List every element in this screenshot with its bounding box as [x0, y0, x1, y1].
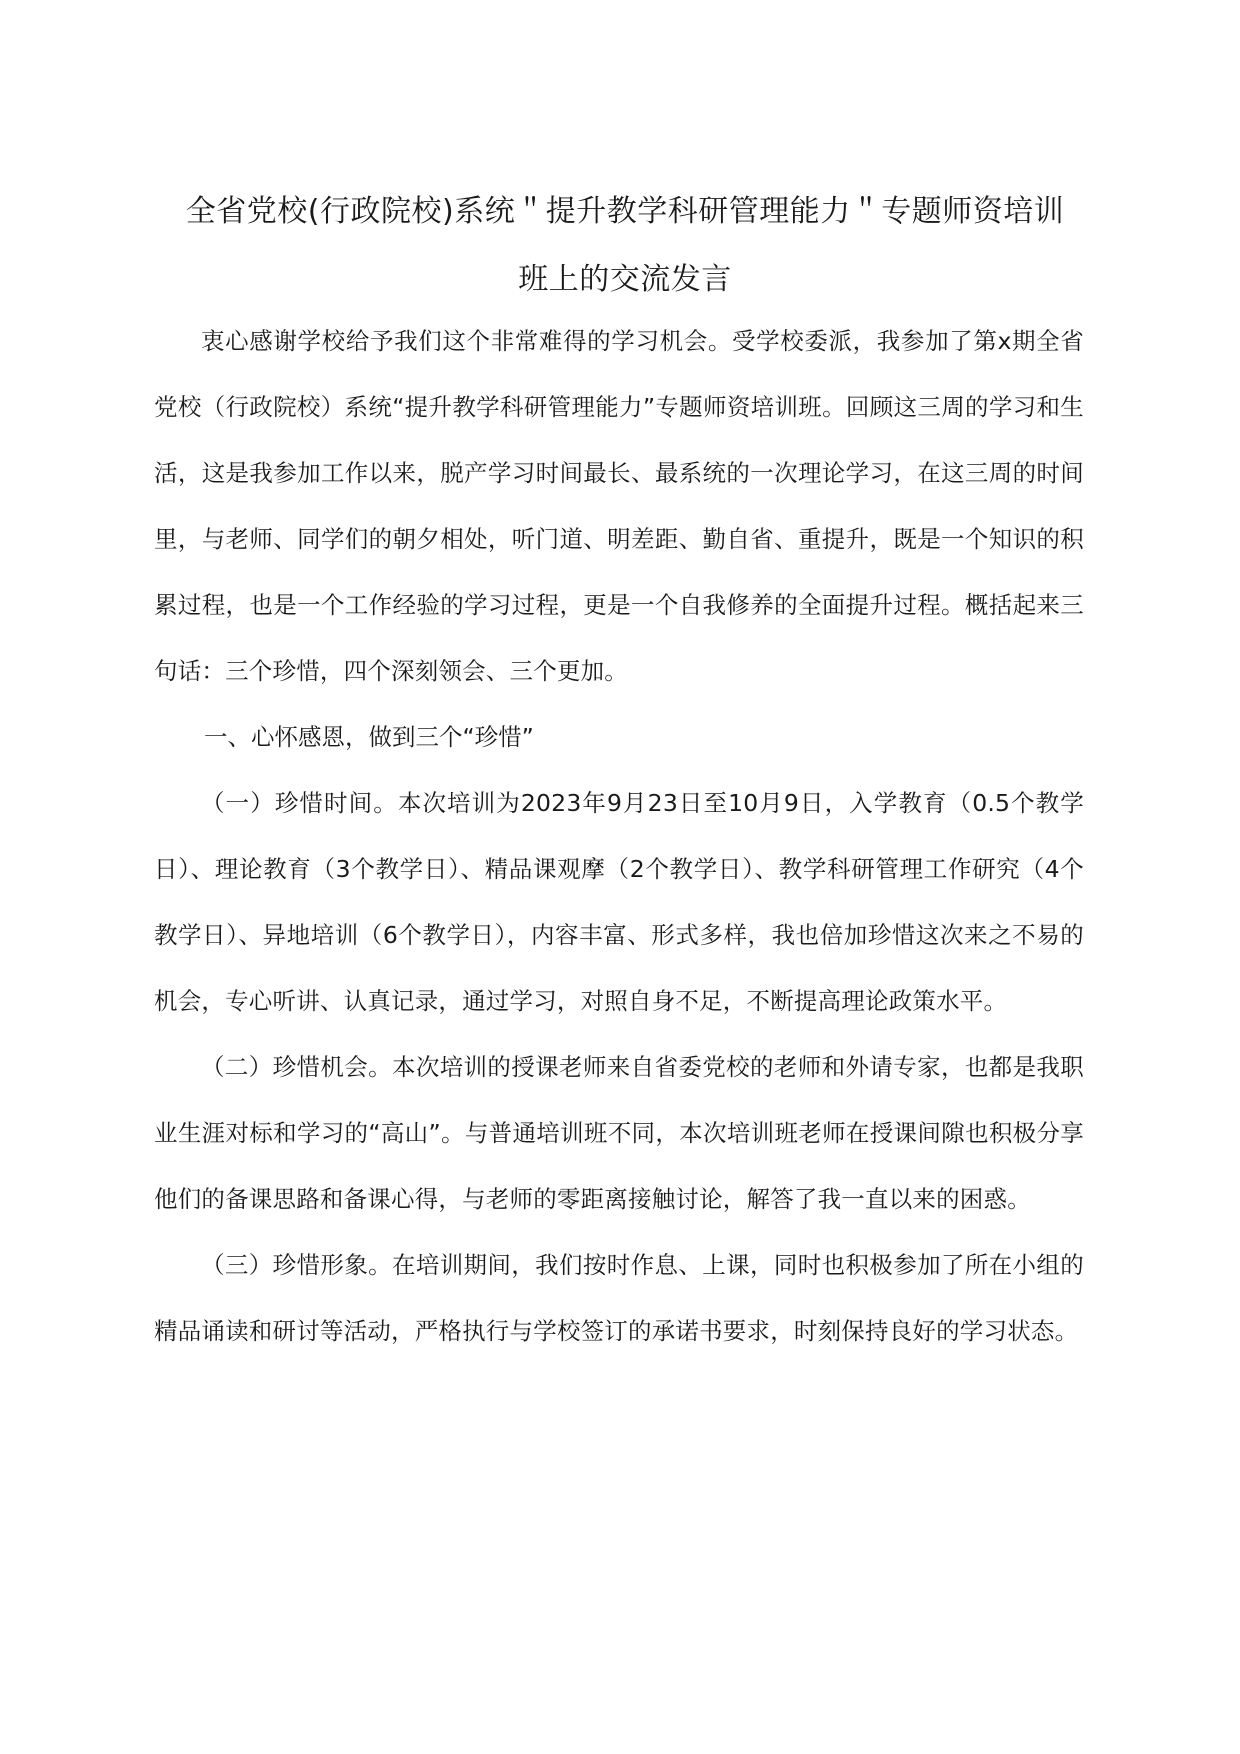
intro-paragraph: 衷心感谢学校给予我们这个非常难得的学习机会。受学校委派，我参加了第x期全省党校（行政院校）系统“提升教学科研管理能力”专题师资培训班。回顾这三周的学习和生活，这是我参加工作以来，脱产学习时间最长、最系统的一次理论学习，在这三周的时间里，与老师、同学们的朝夕相处，听门道、明差距、勤自省、重提升，既是一个知识的积累过程，也是一个工作经验的学习过程，更是一个自我修养的全面提升过程。概括起来三句话：三个珍惜，四个深刻领会、三个更加。: [154, 327, 1084, 685]
item-paragraph-1: （一）珍惜时间。本次培训为2023年9月23日至10月9日，入学教育（0.5个教学日）、理论教育（3个教学日）、精品课观摩（2个教学日）、教学科研管理工作研究（4个教学日）、异地培训（6个教学日），内容丰富、形式多样，我也倍加珍惜这次来之不易的机会，专心听讲、认真记录，通过学习，对照自身不足，不断提高理论政策水平。: [154, 789, 1084, 1015]
item-paragraph-2: （二）珍惜机会。本次培训的授课老师来自省委党校的老师和外请专家，也都是我职业生涯对标和学习的“高山”。与普通培训班不同，本次培训班老师在授课间隙也积极分享他们的备课思路和备课心得，与老师的零距离接触讨论，解答了我一直以来的困惑。: [154, 1053, 1084, 1213]
document-title: [150, 178, 1100, 314]
section-heading-1: 一、心怀感恩，做到三个“珍惜”: [204, 723, 534, 751]
document-body: [154, 308, 1084, 1364]
title-line-1: 全省党校(行政院校)系统＂提升教学科研管理能力＂专题师资培训: [185, 194, 1065, 229]
item-paragraph-3: （三）珍惜形象。在培训期间，我们按时作息、上课，同时也积极参加了所在小组的精品诵读和研讨等活动，严格执行与学校签订的承诺书要求，时刻保持良好的学习状态。: [154, 1251, 1084, 1345]
title-line-2: 班上的交流发言: [518, 262, 732, 297]
